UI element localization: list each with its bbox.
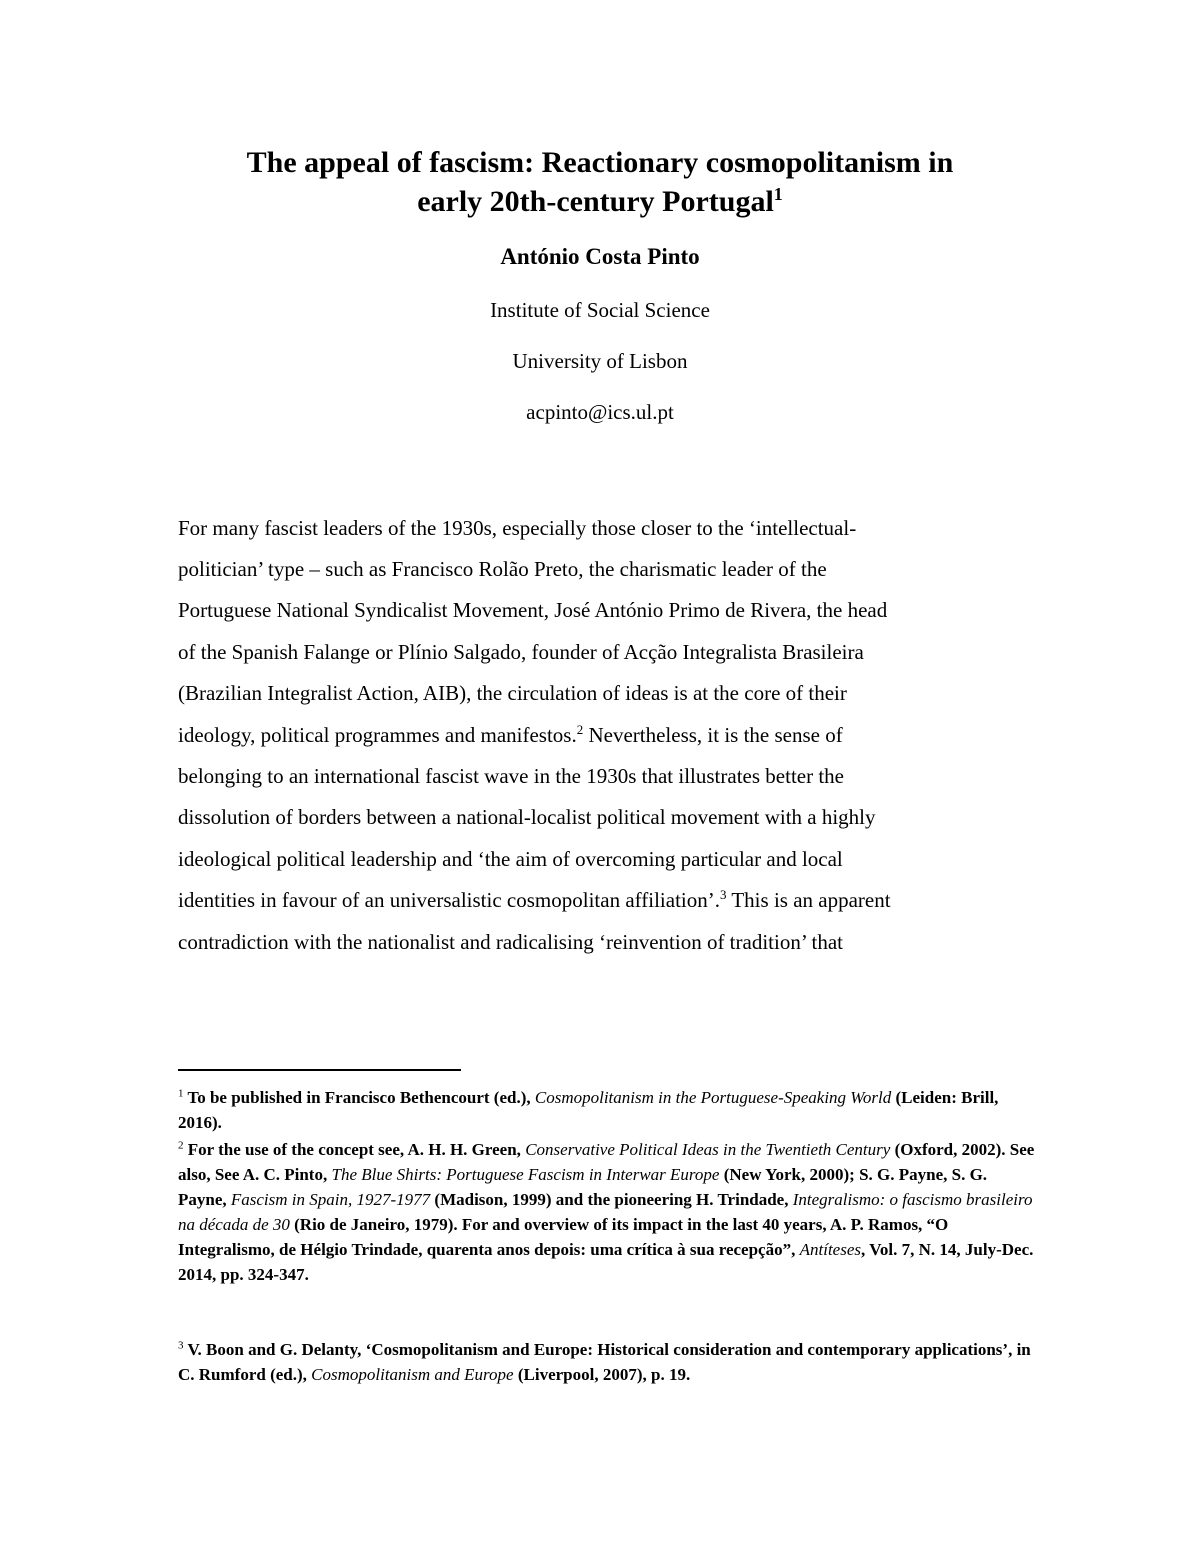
footnote-ref-3[interactable]: 3 bbox=[719, 887, 727, 902]
footnote-3-mark: 3 bbox=[178, 1339, 184, 1352]
footnote-2-title-payne: Fascism in Spain, 1927-1977 bbox=[230, 1190, 431, 1209]
paper-title bbox=[150, 143, 1050, 221]
footnote-2 bbox=[178, 1137, 1038, 1287]
footnote-3-text-c: (Liverpool, 2007), p. 19. bbox=[513, 1365, 691, 1384]
footnote-2-mark: 2 bbox=[178, 1139, 184, 1152]
body-line-4: of the Spanish Falange or Plínio Salgado, founder of Acção Integralista Brasileira bbox=[178, 640, 864, 664]
footnote-3-text-a: V. Boon and G. Delanty, ‘Cosmopolitanism and Europe: Historical consideration and contemporary applications’, in C. Rumford (ed.), bbox=[178, 1340, 1031, 1384]
footnote-1-publisher: (Leiden: Brill, 2016). bbox=[178, 1088, 999, 1132]
body-line-11: contradiction with the nationalist and radicalising ‘reinvention of tradition’ that bbox=[178, 930, 844, 954]
footnote-3-book-title: Cosmopolitanism and Europe bbox=[311, 1365, 514, 1384]
footnote-1-book-title: Cosmopolitanism in the Portuguese-Speaking World bbox=[534, 1088, 892, 1107]
body-line-3: Portuguese National Syndicalist Movement, José António Primo de Rivera, the head bbox=[178, 598, 888, 622]
footnote-2-text-g: (Madison, 1999) and the pioneering H. Trindade, bbox=[430, 1190, 793, 1209]
body-line-8: dissolution of borders between a national-localist political movement with a highly bbox=[178, 805, 876, 829]
affiliation-university: University of Lisbon bbox=[512, 349, 688, 373]
footnote-2-journal: Antíteses bbox=[799, 1240, 861, 1259]
footnote-2-text-c: (Oxford, 2002). See also, See A. C. Pinto, bbox=[178, 1140, 1035, 1184]
affiliation-institute: Institute of Social Science bbox=[490, 298, 710, 322]
body-line-1: For many fascist leaders of the 1930s, especially those closer to the ‘intellectual- bbox=[178, 516, 857, 540]
title-line-1: The appeal of fascism: Reactionary cosmopolitanism in bbox=[246, 146, 954, 179]
body-line-10 bbox=[178, 886, 1028, 914]
footnote-2-title-trindade: Integralismo: o fascismo brasileiro na década de 30 bbox=[178, 1190, 1033, 1234]
footnote-1-text: To be published in Francisco Bethencourt (ed.), bbox=[183, 1088, 535, 1107]
footnote-2-title-pinto: The Blue Shirts: Portuguese Fascism in Interwar Europe bbox=[331, 1165, 720, 1184]
title-line-2: early 20th-century Portugal bbox=[417, 185, 774, 218]
footnote-3 bbox=[178, 1337, 1038, 1387]
footnote-2-text-i: (Rio de Janeiro, 1979). For and overview of its impact in the last 40 years, A. P. Ramos, “O Integralismo, de Hélgio Trindade, quarenta anos depois: uma crítica à sua recepção”, bbox=[178, 1215, 949, 1259]
body-line-9: ideological political leadership and ‘the aim of overcoming particular and local bbox=[178, 847, 843, 871]
body-line-6-text-b: Nevertheless, it is the sense of bbox=[583, 723, 843, 747]
footnote-separator bbox=[178, 1069, 461, 1071]
body-line-6-text-a: ideology, political programmes and manifestos. bbox=[178, 723, 577, 747]
title-footnote-mark[interactable]: 1 bbox=[773, 184, 783, 204]
body-line-6 bbox=[178, 721, 1028, 749]
body-line-7: belonging to an international fascist wave in the 1930s that illustrates better the bbox=[178, 764, 844, 788]
author-name: António Costa Pinto bbox=[500, 244, 700, 269]
body-line-10-text-b: This is an apparent bbox=[726, 888, 891, 912]
footnote-1-mark: 1 bbox=[178, 1087, 184, 1100]
footnote-ref-2[interactable]: 2 bbox=[576, 722, 584, 737]
footnote-2-text-k: , Vol. 7, N. 14, July-Dec. 2014, pp. 324-347. bbox=[178, 1240, 1034, 1284]
footnote-2-text-a: For the use of the concept see, A. H. H. Green, bbox=[183, 1140, 526, 1159]
body-line-10-text-a: identities in favour of an universalistic cosmopolitan affiliation’. bbox=[178, 888, 720, 912]
body-line-5: (Brazilian Integralist Action, AIB), the circulation of ideas is at the core of their bbox=[178, 681, 847, 705]
footnote-2-text-e: (New York, 2000); S. G. Payne, S. G. Payne, bbox=[178, 1165, 988, 1209]
footnote-2-title-green: Conservative Political Ideas in the Twentieth Century bbox=[525, 1140, 891, 1159]
footnote-1 bbox=[178, 1085, 1038, 1135]
author-email[interactable]: acpinto@ics.ul.pt bbox=[526, 400, 674, 424]
body-line-2: politician’ type – such as Francisco Rolão Preto, the charismatic leader of the bbox=[178, 557, 827, 581]
